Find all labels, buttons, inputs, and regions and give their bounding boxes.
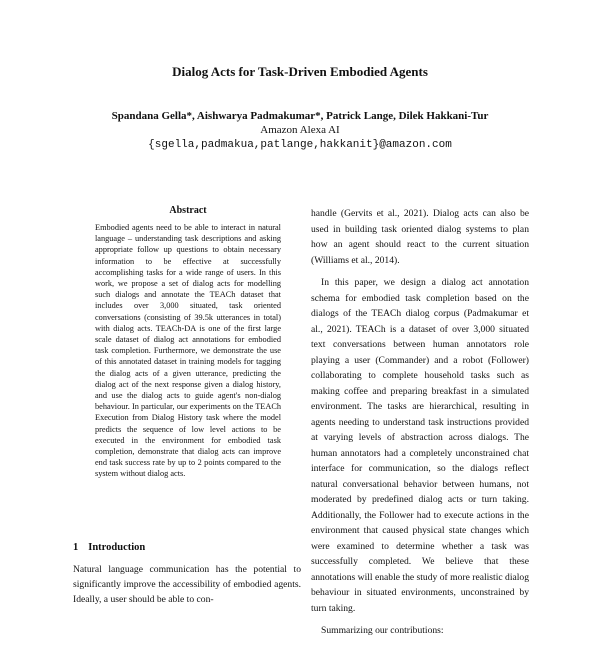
abstract-text: Embodied agents need to be able to interact in natural language – understanding task descriptions and asking appropriate follow up questions to obtain necessary information to be effective at successfully accomplishing tasks for a wide range of users. In this work, we propose a set of dialog acts for modelling such dialogs and annotate the TEACh dataset that includes over 3,000 situated, task oriented conversations (consisting of 39.5k utterances in total) with dialog acts. TEACh-DA is one of the first large scale dataset of dialog act annotations for embodied task completion. Furthermore, we demonstrate the use of this annotated dataset in training models for tagging the dialog acts of a given utterance, predicting the dialog act of the next response given a dialog history, and use the dialog acts to guide agent's non-dialog behaviour. In particular, our experiments on the TEACh Execution from Dialog History task where the model predicts the sequence of low level actions to be executed in the environment for embodied task completion, demonstrate that dialog acts can improve end task success rate by up to 2 points compared to the system without dialog acts. [95, 223, 281, 479]
abstract-heading: Abstract [169, 205, 207, 216]
right-paragraph-main: In this paper, we design a dialog act annotation schema for embodied task completion based on the dialogs of the TEACh dialog corpus (Padmakumar et al., 2021). TEACh is a dataset of over 3,000 situated text conversations between human annotators role playing a user (Commander) and a robot (Follower) collaborating to complete household tasks such as making coffee and preparing breakfast in a simulated environment. The tasks are hierarchical, resulting in agents needing to understand task instructions provided at varying levels of abstraction across dialogs. The human annotators had a completely unconstrained chat interface for communication, so the dialogs reflect natural conversational behavior between humans, not moderated by predefined dialog acts or turn taking. Additionally, the Follower had to execute actions in the environment that caused physical state changes which were examined to determine whether a task was successfully completed. We believe that these annotations will enable the study of more realistic dialog behaviour in situated environments, unconstrained by turn taking. [311, 277, 529, 614]
section-title: Introduction [88, 542, 146, 553]
right-paragraph-contributions: Summarizing our contributions: [321, 625, 444, 636]
affiliation: Amazon Alexa AI [260, 124, 340, 136]
section-heading-introduction [73, 542, 145, 553]
right-column [311, 206, 529, 646]
intro-paragraph: Natural language communication has the potential to significantly improve the accessibility of embodied agents. Ideally, a user should be able to con- [73, 564, 301, 605]
section-number: 1 [73, 542, 79, 553]
author-emails: {sgella,padmakua,patlange,hakkanit}@amazon.com [148, 139, 452, 151]
author-list: Spandana Gella*, Aishwarya Padmakumar*, Patrick Lange, Dilek Hakkani-Tur [111, 110, 489, 122]
right-paragraph-continued: handle (Gervits et al., 2021). Dialog acts can also be used in building task oriented dialog systems to plan how an agent should react to the current situation (Williams et al., 2014). [311, 208, 529, 266]
paper-title: Dialog Acts for Task-Driven Embodied Agents [172, 64, 428, 79]
